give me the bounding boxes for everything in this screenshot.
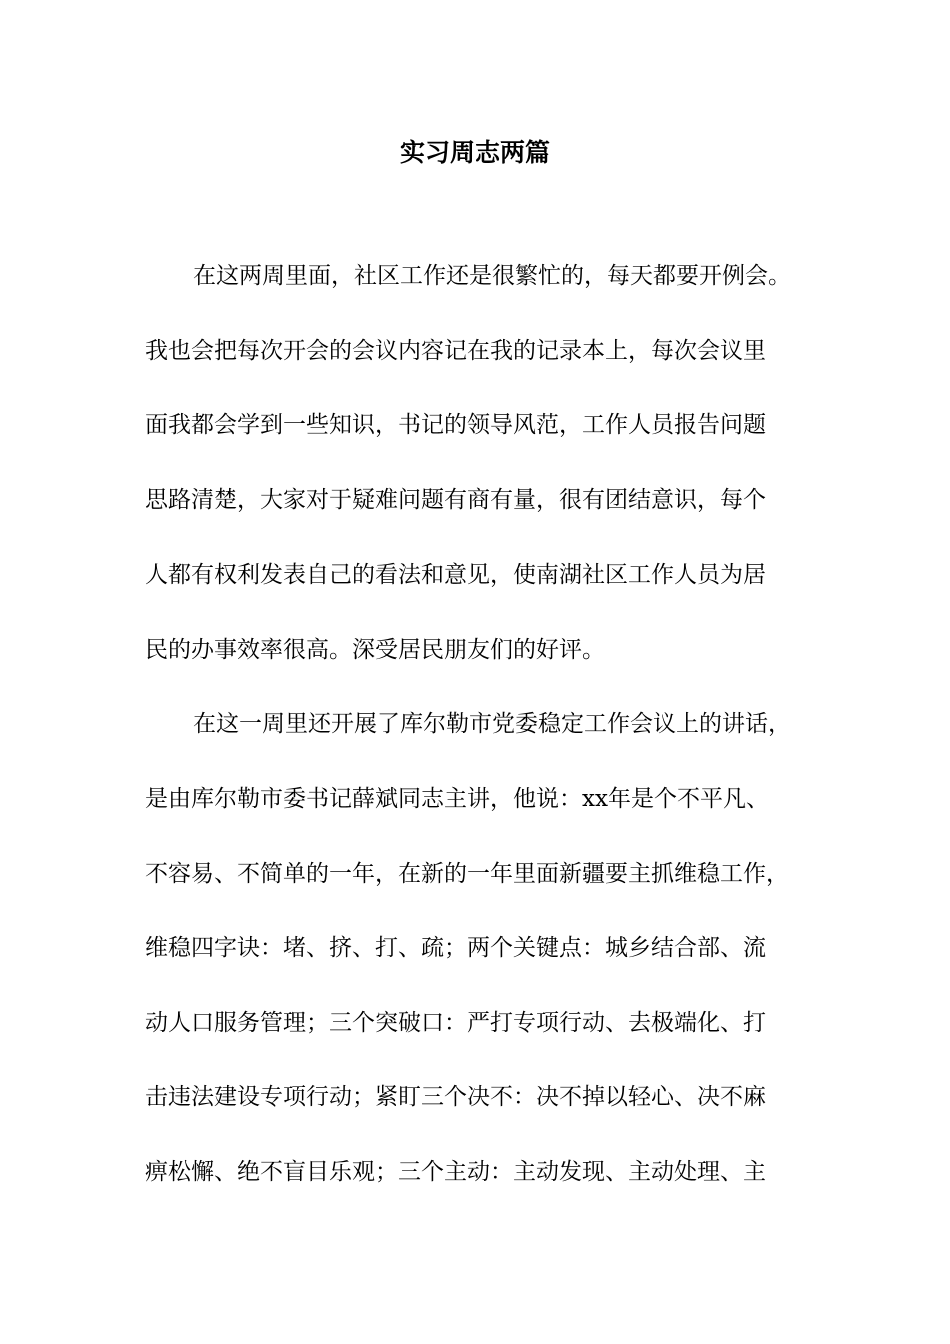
paragraph-1-line-6: 民的办事效率很高。深受居民朋友们的好评。 [145,637,605,663]
paragraph-2-line-1: 在这一周里还开展了库尔勒市党委稳定工作会议上的讲话， [193,711,791,737]
paragraph-1-line-5: 人都有权利发表自己的看法和意见，使南湖社区工作人员为居 [145,562,766,588]
paragraph-2-line-4: 维稳四字诀：堵、挤、打、疏；两个关键点：城乡结合部、流 [145,935,766,961]
paragraph-1-line-1: 在这两周里面，社区工作还是很繁忙的，每天都要开例会。 [193,263,791,289]
document-title: 实习周志两篇 [399,138,550,167]
paragraph-2-line-6: 击违法建设专项行动；紧盯三个决不：决不掉以轻心、决不麻 [145,1084,766,1110]
paragraph-1-line-3: 面我都会学到一些知识，书记的领导风范，工作人员报告问题 [145,412,766,438]
paragraph-2-line-3: 不容易、不简单的一年，在新的一年里面新疆要主抓维稳工作， [145,861,789,887]
paragraph-2-line-5: 动人口服务管理；三个突破口：严打专项行动、去极端化、打 [145,1010,766,1036]
paragraph-1-line-2: 我也会把每次开会的会议内容记在我的记录本上，每次会议里 [145,338,766,364]
paragraph-2-line-7: 痹松懈、绝不盲目乐观；三个主动：主动发现、主动处理、主 [145,1159,766,1185]
paragraph-2-line-2: 是由库尔勒市委书记薛斌同志主讲，他说：xx年是个不平凡、 [145,786,769,812]
paragraph-1-line-4: 思路清楚，大家对于疑难问题有商有量，很有团结意识，每个 [145,487,766,513]
